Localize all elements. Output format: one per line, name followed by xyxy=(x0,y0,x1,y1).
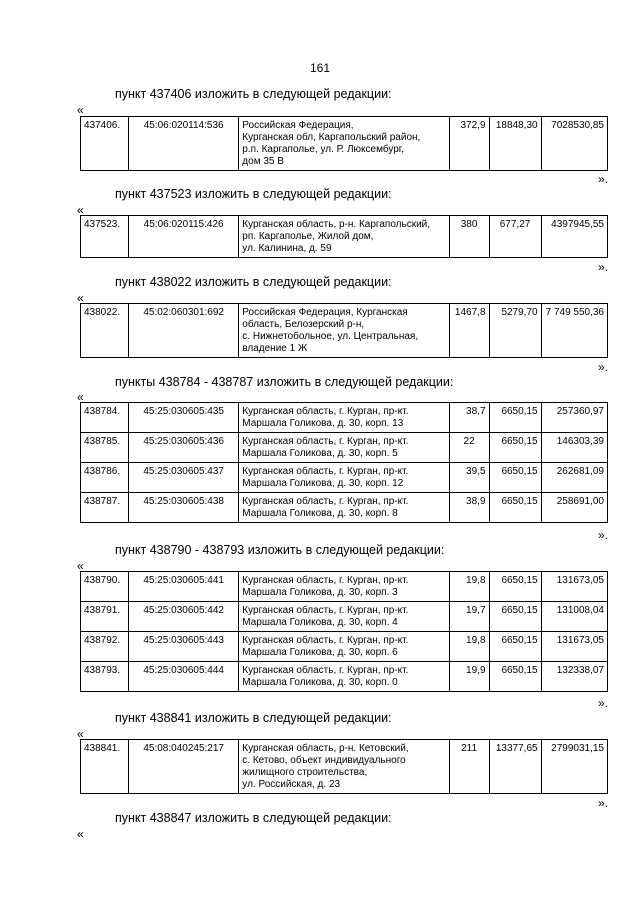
row-id: 438022. xyxy=(81,304,129,358)
area: 1467,8 xyxy=(449,304,489,358)
address xyxy=(239,463,449,493)
total-value: 131008,04 xyxy=(541,602,607,632)
cadastral-number: 45:06:020115:426 xyxy=(129,216,239,258)
row-id: 438785. xyxy=(81,433,129,463)
open-quote: « xyxy=(77,291,84,305)
open-quote: « xyxy=(77,827,84,841)
close-quote: ». xyxy=(598,260,609,274)
cadastral-number: 45:25:030605:444 xyxy=(129,662,239,692)
close-quote: ». xyxy=(598,796,609,810)
registry-table xyxy=(80,215,608,258)
cadastral-number: 45:25:030605:443 xyxy=(129,632,239,662)
cadastral-number: 45:25:030605:442 xyxy=(129,602,239,632)
address-line: дом 35 В xyxy=(242,156,284,167)
total-value: 131673,05 xyxy=(541,572,607,602)
table-row xyxy=(81,602,608,632)
total-value: 2799031,15 xyxy=(541,740,607,794)
open-quote: « xyxy=(77,727,84,741)
row-id: 438787. xyxy=(81,493,129,523)
address xyxy=(239,403,449,433)
address xyxy=(239,602,449,632)
address-line: Курганская обл, Каргапольский район, xyxy=(242,132,421,143)
close-quote: ». xyxy=(598,360,609,374)
address-line: Маршала Голикова, д. 30, корп. 13 xyxy=(242,418,404,429)
unit-price: 6650,15 xyxy=(489,632,541,662)
page-number: 161 xyxy=(309,61,331,75)
area: 38,9 xyxy=(449,493,489,523)
address-line: Курганская область, г. Курган, пр-кт. xyxy=(242,665,409,676)
unit-price: 6650,15 xyxy=(489,463,541,493)
table-row xyxy=(81,463,608,493)
address xyxy=(239,662,449,692)
cadastral-number: 45:25:030605:437 xyxy=(129,463,239,493)
address-line: с. Нижнетобольное, ул. Центральная, xyxy=(242,331,419,342)
area: 211 xyxy=(449,740,489,794)
cadastral-number: 45:08:040245:217 xyxy=(129,740,239,794)
address-line: Маршала Голикова, д. 30, корп. 12 xyxy=(242,478,404,489)
total-value: 131673,05 xyxy=(541,632,607,662)
address xyxy=(239,117,449,171)
table-row xyxy=(81,433,608,463)
address-line: Маршала Голикова, д. 30, корп. 5 xyxy=(242,448,398,459)
unit-price: 5279,70 xyxy=(489,304,541,358)
row-id: 438841. xyxy=(81,740,129,794)
table-row xyxy=(81,662,608,692)
address-line: Российская Федерация, Курганская xyxy=(242,307,408,318)
table-row xyxy=(81,403,608,433)
total-value: 4397945,55 xyxy=(541,216,607,258)
total-value: 258691,00 xyxy=(541,493,607,523)
address xyxy=(239,632,449,662)
address-line: Курганская область, г. Курган, пр-кт. xyxy=(242,466,409,477)
table-row xyxy=(81,740,608,794)
cadastral-number: 45:25:030605:441 xyxy=(129,572,239,602)
area: 19,9 xyxy=(449,662,489,692)
area: 38,7 xyxy=(449,403,489,433)
address-line: Курганская область, г. Курган, пр-кт. xyxy=(242,406,409,417)
close-quote: ». xyxy=(598,528,609,542)
area: 372,9 xyxy=(449,117,489,171)
unit-price: 18848,30 xyxy=(489,117,541,171)
address-line: рп. Каргаполье, Жилой дом, xyxy=(242,231,374,242)
address-line: Российская Федерация, xyxy=(242,120,354,131)
registry-table xyxy=(80,402,608,523)
cadastral-number: 45:06:020114:536 xyxy=(129,117,239,171)
section-heading: пункт 437523 изложить в следующей редакции: xyxy=(115,187,392,201)
unit-price: 6650,15 xyxy=(489,602,541,632)
row-id: 438790. xyxy=(81,572,129,602)
row-id: 437406. xyxy=(81,117,129,171)
table-row xyxy=(81,632,608,662)
unit-price: 6650,15 xyxy=(489,403,541,433)
address-line: ул. Российская, д. 23 xyxy=(242,779,341,790)
row-id: 438791. xyxy=(81,602,129,632)
registry-table xyxy=(80,116,608,171)
address-line: р.п. Каргаполье, ул. Р. Люксембург, xyxy=(242,144,405,155)
unit-price: 6650,15 xyxy=(489,433,541,463)
table-row xyxy=(81,493,608,523)
section-heading: пункт 438790 - 438793 изложить в следующей редакции: xyxy=(115,543,445,557)
address-line: Маршала Голикова, д. 30, корп. 0 xyxy=(242,677,398,688)
cadastral-number: 45:25:030605:438 xyxy=(129,493,239,523)
total-value: 7028530,85 xyxy=(541,117,607,171)
area: 39,5 xyxy=(449,463,489,493)
row-id: 438793. xyxy=(81,662,129,692)
open-quote: « xyxy=(77,390,84,404)
address-line: жилищного строительства, xyxy=(242,767,368,778)
section-heading: пункт 438022 изложить в следующей редакции: xyxy=(115,275,392,289)
table-row xyxy=(81,304,608,358)
registry-table xyxy=(80,303,608,358)
address-line: Курганская область, г. Курган, пр-кт. xyxy=(242,635,409,646)
address xyxy=(239,572,449,602)
open-quote: « xyxy=(77,559,84,573)
section-heading: пункт 438847 изложить в следующей редакции: xyxy=(115,811,392,825)
table-row xyxy=(81,572,608,602)
address xyxy=(239,433,449,463)
address xyxy=(239,740,449,794)
address-line: Курганская область, г. Курган, пр-кт. xyxy=(242,605,409,616)
total-value: 146303,39 xyxy=(541,433,607,463)
registry-table xyxy=(80,571,608,692)
total-value: 262681,09 xyxy=(541,463,607,493)
section-heading: пункт 437406 изложить в следующей редакции: xyxy=(115,87,392,101)
registry-table xyxy=(80,739,608,794)
table-row xyxy=(81,117,608,171)
address xyxy=(239,216,449,258)
unit-price: 677,27 xyxy=(489,216,541,258)
area: 19,7 xyxy=(449,602,489,632)
address-line: Курганская область, р-н. Каргапольский, xyxy=(242,219,431,230)
row-id: 437523. xyxy=(81,216,129,258)
close-quote: ». xyxy=(598,172,609,186)
area: 19,8 xyxy=(449,572,489,602)
address-line: владение 1 Ж xyxy=(242,343,308,354)
row-id: 438786. xyxy=(81,463,129,493)
row-id: 438792. xyxy=(81,632,129,662)
area: 380 xyxy=(449,216,489,258)
address-line: Курганская область, г. Курган, пр-кт. xyxy=(242,436,409,447)
address-line: с. Кетово, объект индивидуального xyxy=(242,755,406,766)
table-row xyxy=(81,216,608,258)
address xyxy=(239,493,449,523)
total-value: 7 749 550,36 xyxy=(541,304,607,358)
address-line: Курганская область, г. Курган, пр-кт. xyxy=(242,575,409,586)
address-line: область, Белозерский р-н, xyxy=(242,319,365,330)
unit-price: 6650,15 xyxy=(489,662,541,692)
cadastral-number: 45:25:030605:436 xyxy=(129,433,239,463)
address-line: ул. Калинина, д. 59 xyxy=(242,243,332,254)
address-line: Маршала Голикова, д. 30, корп. 8 xyxy=(242,508,398,519)
address-line: Маршала Голикова, д. 30, корп. 4 xyxy=(242,617,398,628)
address-line: Маршала Голикова, д. 30, корп. 6 xyxy=(242,647,398,658)
unit-price: 6650,15 xyxy=(489,493,541,523)
section-heading: пункты 438784 - 438787 изложить в следующей редакции: xyxy=(115,375,454,389)
total-value: 257360,97 xyxy=(541,403,607,433)
area: 22 xyxy=(449,433,489,463)
open-quote: « xyxy=(77,103,84,117)
unit-price: 13377,65 xyxy=(489,740,541,794)
area: 19,8 xyxy=(449,632,489,662)
total-value: 132338,07 xyxy=(541,662,607,692)
section-heading: пункт 438841 изложить в следующей редакции: xyxy=(115,711,392,725)
address-line: Курганская область, р-н. Кетовский, xyxy=(242,743,409,754)
cadastral-number: 45:25:030605:435 xyxy=(129,403,239,433)
address-line: Курганская область, г. Курган, пр-кт. xyxy=(242,496,409,507)
cadastral-number: 45:02:060301:692 xyxy=(129,304,239,358)
unit-price: 6650,15 xyxy=(489,572,541,602)
close-quote: ». xyxy=(598,696,609,710)
address-line: Маршала Голикова, д. 30, корп. 3 xyxy=(242,587,398,598)
address xyxy=(239,304,449,358)
open-quote: « xyxy=(77,203,84,217)
row-id: 438784. xyxy=(81,403,129,433)
